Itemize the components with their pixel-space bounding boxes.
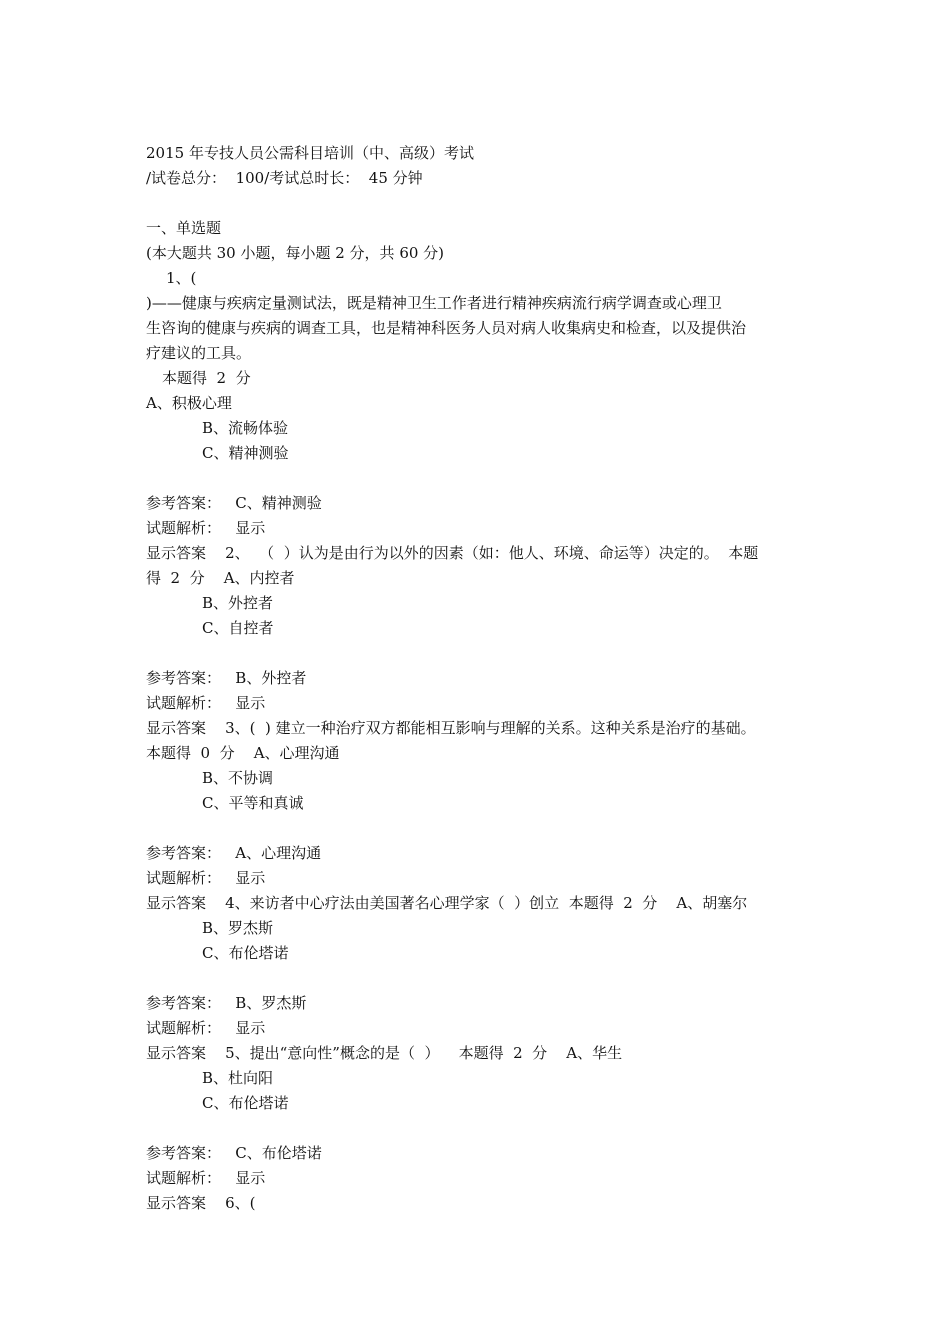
option-b: B、流畅体验 [202,419,289,437]
exam-title: 2015 年专技人员公需科目培训（中、高级）考试 [146,144,474,162]
question-number: 1、( [166,269,197,287]
option-c: C、布伦塔诺 [202,1094,289,1112]
question-text: 显示答案 6、( [146,1194,256,1212]
reference-answer: 参考答案： B、罗杰斯 [146,994,307,1012]
reference-answer: 参考答案： A、心理沟通 [146,844,322,862]
option-a: A、积极心理 [146,394,232,412]
option-c: C、自控者 [202,619,274,637]
question-score: 本题得 2 分 [162,369,251,387]
option-c: C、平等和真诚 [202,794,304,812]
option-c: C、精神测验 [202,444,289,462]
question-text: 得 2 分 A、内控者 [146,569,295,587]
question-text: 疗建议的工具。 [146,344,252,362]
option-b: B、杜向阳 [202,1069,274,1087]
question-text: 显示答案 5、提出“意向性”概念的是（ ） 本题得 2 分 A、华生 [146,1044,623,1062]
question-text: )——健康与疾病定量测试法，既是精神卫生工作者进行精神疾病流行病学调查或心理卫 [146,294,722,312]
analysis-show-link[interactable]: 试题解析： 显示 [146,1169,266,1187]
reference-answer: 参考答案： C、精神测验 [146,494,322,512]
option-b: B、不协调 [202,769,274,787]
reference-answer: 参考答案： C、布伦塔诺 [146,1144,322,1162]
section-heading: 一、单选题 [146,219,222,237]
option-c: C、布伦塔诺 [202,944,289,962]
question-text: 生咨询的健康与疾病的调查工具，也是精神科医务人员对病人收集病史和检查，以及提供治 [146,319,747,337]
question-text: 显示答案 3、( ) 建立一种治疗双方都能相互影响与理解的关系。这种关系是治疗的基础。 [146,719,756,737]
exam-meta: /试卷总分： 100/考试总时长： 45 分钟 [146,169,423,187]
analysis-show-link[interactable]: 试题解析： 显示 [146,519,266,537]
question-text: 显示答案 2、 （ ）认为是由行为以外的因素（如：他人、环境、命运等）决定的。 本题 [146,544,759,562]
question-text: 显示答案 4、来访者中心疗法由美国著名心理学家（ ）创立 本题得 2 分 A、胡塞尔 [146,894,748,912]
reference-answer: 参考答案： B、外控者 [146,669,307,687]
question-text: 本题得 0 分 A、心理沟通 [146,744,340,762]
analysis-show-link[interactable]: 试题解析： 显示 [146,869,266,887]
option-b: B、外控者 [202,594,274,612]
option-b: B、罗杰斯 [202,919,274,937]
section-note: (本大题共 30 小题，每小题 2 分，共 60 分) [146,244,445,262]
analysis-show-link[interactable]: 试题解析： 显示 [146,1019,266,1037]
analysis-show-link[interactable]: 试题解析： 显示 [146,694,266,712]
